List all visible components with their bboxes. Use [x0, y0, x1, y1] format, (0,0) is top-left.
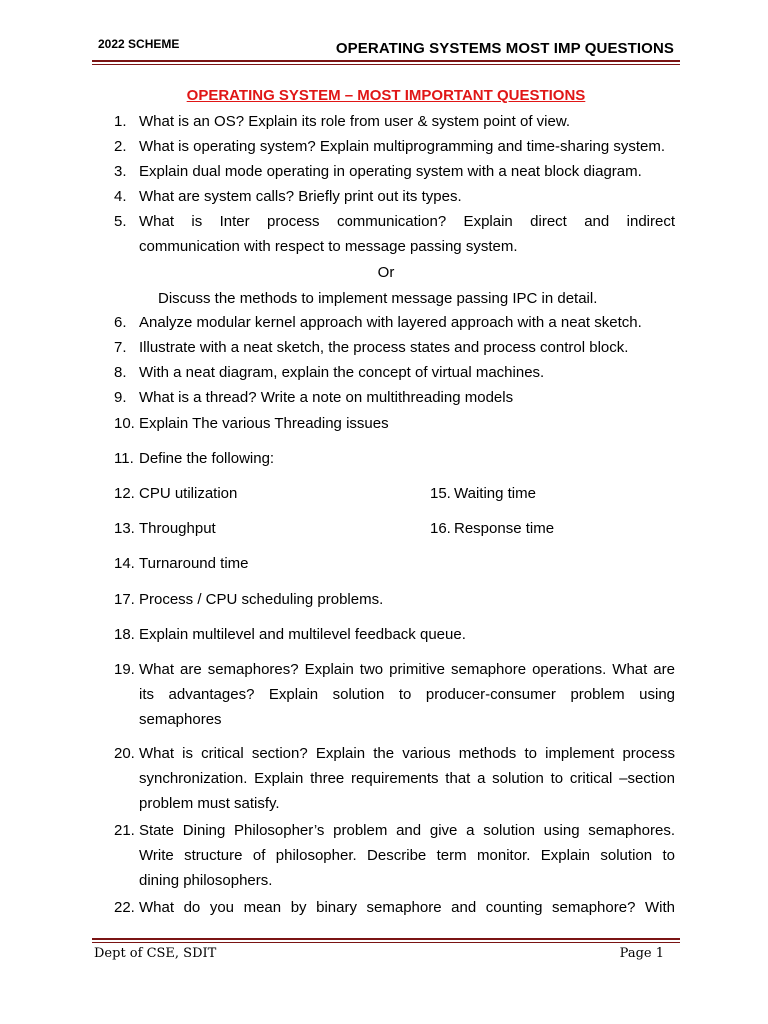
footer-rule-thin	[92, 942, 680, 943]
alternate-question: Discuss the methods to implement message passing IPC in detail.	[158, 290, 598, 307]
header-scheme: 2022 SCHEME	[98, 37, 180, 51]
page-title: OPERATING SYSTEM – MOST IMPORTANT QUESTIONS	[186, 87, 586, 104]
footer-rule-thick	[92, 938, 680, 940]
header-rule-thin	[92, 64, 680, 65]
footer-page-number: Page 1	[619, 946, 664, 961]
header-subject: OPERATING SYSTEMS MOST IMP QUESTIONS	[335, 40, 674, 57]
or-separator: Or	[377, 264, 395, 281]
footer-dept: Dept of CSE, SDIT	[94, 946, 217, 961]
header-rule-thick	[92, 60, 680, 62]
